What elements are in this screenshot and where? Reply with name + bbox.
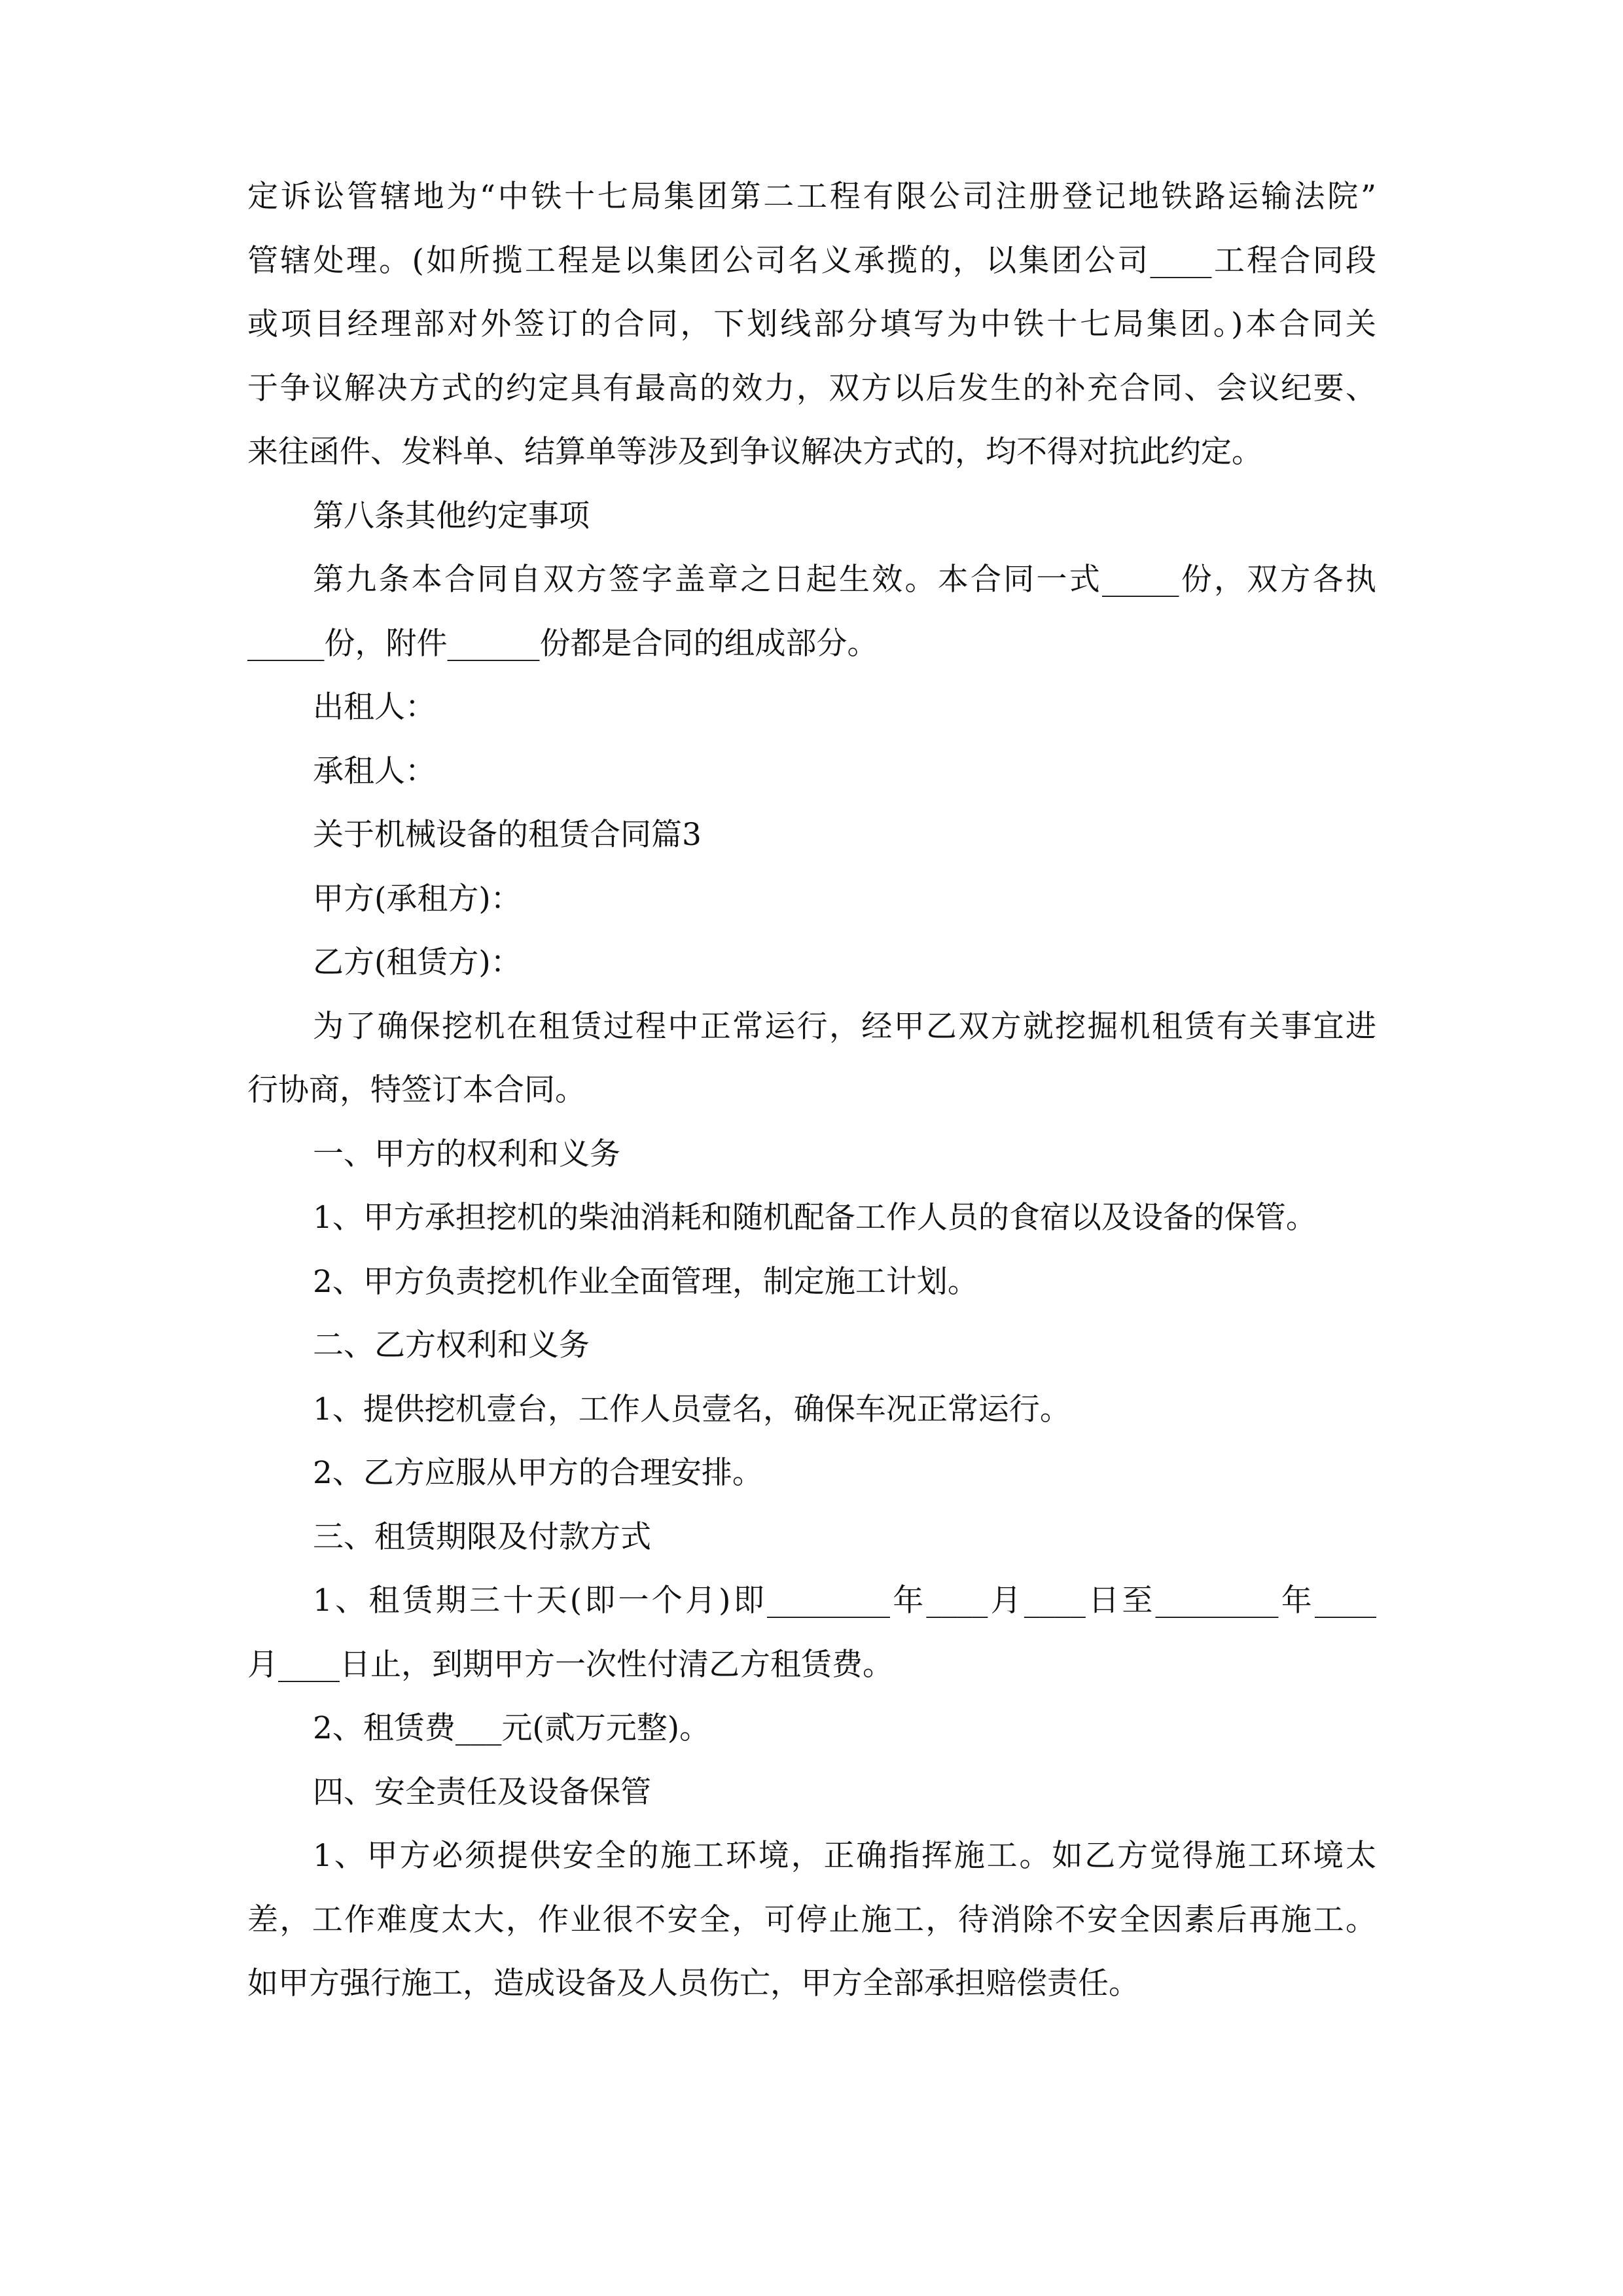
clause-item: 1、租赁期三十天(即一个月)即________年____月____日至________年____ <box>313 1583 1376 1619</box>
clause-item: 2、甲方负责挖机作业全面管理，制定施工计划。 <box>313 1263 978 1300</box>
section-heading: 一、甲方的权利和义务 <box>313 1136 620 1172</box>
article-heading: 第八条其他约定事项 <box>313 497 590 534</box>
document-body <box>247 165 1376 2016</box>
clause-item: 2、乙方应服从甲方的合理安排。 <box>313 1455 763 1491</box>
party-b-label: 乙方(租赁方)： <box>313 944 522 980</box>
text-line: 月____日止，到期甲方一次性付清乙方租赁费。 <box>247 1646 893 1683</box>
contract-title: 关于机械设备的租赁合同篇3 <box>313 817 702 853</box>
text-line: _____份，附件______份都是合同的组成部分。 <box>247 625 878 662</box>
clause-item: 1、甲方必须提供安全的施工环境，正确指挥施工。如乙方觉得施工环境太 <box>313 1838 1376 1874</box>
text-line: 来往函件、发料单、结算单等涉及到争议解决方式的，均不得对抗此约定。 <box>247 434 1262 470</box>
text-line: 于争议解决方式的约定具有最高的效力，双方以后发生的补充合同、会议纪要、 <box>247 370 1376 406</box>
text-line: 定诉讼管辖地为“中铁十七局集团第二工程有限公司注册登记地铁路运输法院” <box>247 179 1376 215</box>
party-a-label: 甲方(承租方)： <box>313 880 522 917</box>
text-line: 第九条本合同自双方签字盖章之日起生效。本合同一式_____份，双方各执 <box>313 562 1376 598</box>
text-line: 如甲方强行施工，造成设备及人员伤亡，甲方全部承担赔偿责任。 <box>247 1965 1139 2001</box>
text-line: 管辖处理。(如所揽工程是以集团公司名义承揽的，以集团公司____工程合同段 <box>247 242 1376 279</box>
lessee-label: 承租人： <box>313 753 436 789</box>
section-heading: 三、租赁期限及付款方式 <box>313 1518 651 1555</box>
clause-item: 2、租赁费___元(贰万元整)。 <box>313 1710 711 1746</box>
text-line: 为了确保挖机在租赁过程中正常运行，经甲乙双方就挖掘机租赁有关事宜进 <box>313 1008 1376 1045</box>
text-line: 差，工作难度太大，作业很不安全，可停止施工，待消除不安全因素后再施工。 <box>247 1901 1376 1938</box>
text-line: 行协商，特签订本合同。 <box>247 1072 586 1108</box>
text-line: 或项目经理部对外签订的合同，下划线部分填写为中铁十七局集团。)本合同关 <box>247 306 1376 342</box>
lessor-label: 出租人： <box>313 689 436 725</box>
clause-item: 1、提供挖机壹台，工作人员壹名，确保车况正常运行。 <box>313 1391 1071 1427</box>
section-heading: 四、安全责任及设备保管 <box>313 1774 651 1810</box>
clause-item: 1、甲方承担挖机的柴油消耗和随机配备工作人员的食宿以及设备的保管。 <box>313 1200 1317 1236</box>
section-heading: 二、乙方权利和义务 <box>313 1327 590 1363</box>
